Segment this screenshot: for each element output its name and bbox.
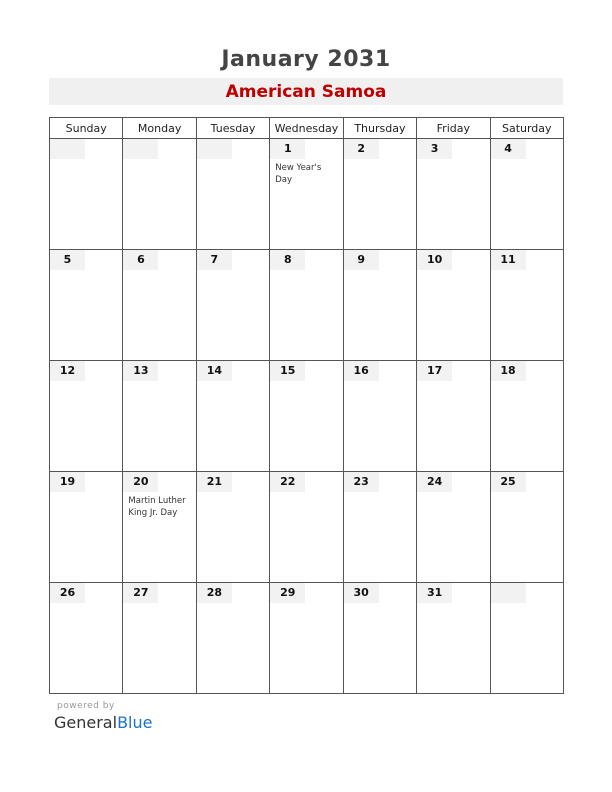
weekday-header: Wednesday — [270, 118, 343, 139]
day-number: 24 — [417, 472, 452, 492]
day-cell — [123, 361, 196, 472]
day-cell — [50, 361, 123, 472]
holiday-label: Martin Luther King Jr. Day — [128, 496, 186, 518]
empty-day-cell — [196, 139, 269, 250]
weekday-header: Saturday — [490, 118, 563, 139]
day-cell — [270, 472, 343, 583]
weekday-header: Monday — [123, 118, 196, 139]
day-number: 25 — [491, 472, 526, 492]
day-number: 4 — [491, 139, 526, 159]
calendar-grid — [49, 117, 564, 694]
week-row — [50, 250, 564, 361]
empty-day-cell — [490, 583, 563, 694]
week-row — [50, 139, 564, 250]
day-cell — [270, 583, 343, 694]
empty-day-cell — [50, 139, 123, 250]
day-number: 8 — [270, 250, 305, 270]
day-number: 3 — [417, 139, 452, 159]
day-cell — [123, 583, 196, 694]
day-number: 2 — [344, 139, 379, 159]
day-number: 14 — [197, 361, 232, 381]
day-number: 31 — [417, 583, 452, 603]
day-number: 23 — [344, 472, 379, 492]
day-number: 7 — [197, 250, 232, 270]
brand-logo[interactable] — [54, 713, 152, 732]
day-number: 20 — [123, 472, 158, 492]
day-number: 13 — [123, 361, 158, 381]
week-row — [50, 472, 564, 583]
day-number: 26 — [50, 583, 85, 603]
day-cell — [270, 361, 343, 472]
page-title: January 2031 — [221, 47, 391, 72]
day-number: 5 — [50, 250, 85, 270]
day-cell — [123, 250, 196, 361]
brand-text-general: General — [54, 713, 118, 732]
day-number: 6 — [123, 250, 158, 270]
day-cell — [490, 361, 563, 472]
day-number: 21 — [197, 472, 232, 492]
day-cell — [417, 583, 490, 694]
day-cell — [270, 250, 343, 361]
day-cell — [50, 250, 123, 361]
day-number: 22 — [270, 472, 305, 492]
day-number: 29 — [270, 583, 305, 603]
day-cell — [196, 361, 269, 472]
day-cell — [343, 361, 416, 472]
weekday-header: Thursday — [343, 118, 416, 139]
day-cell — [196, 472, 269, 583]
day-number: 12 — [50, 361, 85, 381]
day-number: 18 — [491, 361, 526, 381]
day-cell — [490, 139, 563, 250]
day-number — [491, 583, 526, 603]
day-number — [197, 139, 232, 159]
day-cell — [490, 250, 563, 361]
day-cell — [417, 472, 490, 583]
weekday-header: Tuesday — [196, 118, 269, 139]
day-number: 17 — [417, 361, 452, 381]
powered-by-label: powered by — [57, 701, 115, 711]
day-cell — [343, 583, 416, 694]
day-number: 9 — [344, 250, 379, 270]
empty-day-cell — [123, 139, 196, 250]
day-number: 10 — [417, 250, 452, 270]
weekday-header: Sunday — [50, 118, 123, 139]
day-number: 11 — [491, 250, 526, 270]
week-row — [50, 361, 564, 472]
country-banner — [49, 78, 563, 105]
day-number: 30 — [344, 583, 379, 603]
country-name: American Samoa — [225, 82, 387, 102]
day-cell — [343, 472, 416, 583]
day-cell — [270, 139, 343, 250]
day-number: 19 — [50, 472, 85, 492]
day-number: 16 — [344, 361, 379, 381]
day-cell — [50, 583, 123, 694]
day-number: 27 — [123, 583, 158, 603]
day-number: 28 — [197, 583, 232, 603]
weekday-header: Friday — [417, 118, 490, 139]
day-cell — [490, 472, 563, 583]
day-number — [123, 139, 158, 159]
day-cell — [196, 583, 269, 694]
day-number: 15 — [270, 361, 305, 381]
day-cell — [343, 250, 416, 361]
week-row — [50, 583, 564, 694]
weekday-header-row — [50, 118, 564, 139]
day-cell — [417, 250, 490, 361]
day-cell — [417, 361, 490, 472]
brand-text-blue: Blue — [117, 713, 153, 732]
day-cell — [417, 139, 490, 250]
day-cell — [343, 139, 416, 250]
day-cell — [196, 250, 269, 361]
day-cell — [50, 472, 123, 583]
holiday-label: New Year's Day — [275, 163, 322, 185]
day-number: 1 — [270, 139, 305, 159]
day-number — [50, 139, 85, 159]
day-cell — [123, 472, 196, 583]
